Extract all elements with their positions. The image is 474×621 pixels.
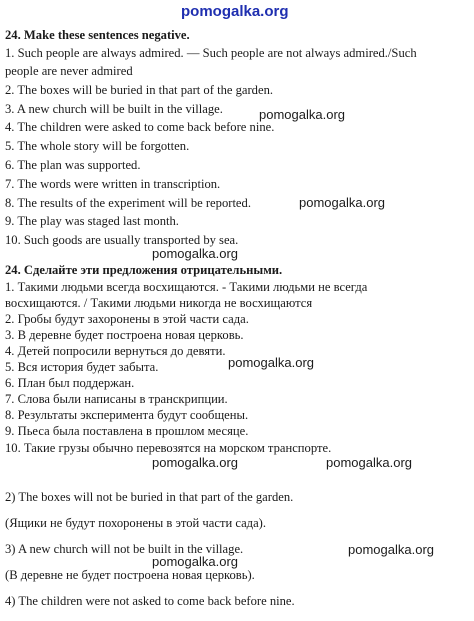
watermark-top[interactable]: pomogalka.org xyxy=(181,3,289,20)
english-item-1a: 1. Such people are always admired. — Such people are not always admired./Such xyxy=(5,46,417,60)
english-item-6: 6. The plan was supported. xyxy=(5,158,141,172)
english-item-4: 4. The children were asked to come back before nine. xyxy=(5,120,275,134)
english-item-2: 2. The boxes will be buried in that part of the garden. xyxy=(5,83,274,97)
watermark[interactable]: pomogalka.org xyxy=(152,246,238,261)
russian-item-8: 8. Результаты эксперимента будут сообщены. xyxy=(5,408,249,422)
russian-item-1a: 1. Такими людьми всегда восхищаются. - Такими людьми не всегда xyxy=(5,280,368,294)
answer-2-en: 2) The boxes will not be buried in that part of the garden. xyxy=(5,490,294,504)
russian-item-7: 7. Слова были написаны в транскрипции. xyxy=(5,392,228,406)
english-item-5: 5. The whole story will be forgotten. xyxy=(5,139,190,153)
russian-item-9: 9. Пьеса была поставлена в прошлом месяце. xyxy=(5,424,249,438)
english-item-3: 3. A new church will be built in the village. xyxy=(5,102,223,116)
russian-item-4: 4. Детей попросили вернуться до девяти. xyxy=(5,344,226,358)
answer-3-ru: (В деревне не будет построена новая церковь). xyxy=(5,568,255,582)
english-item-9: 9. The play was staged last month. xyxy=(5,214,179,228)
watermark[interactable]: pomogalka.org xyxy=(348,542,434,557)
english-item-7: 7. The words were written in transcription. xyxy=(5,177,221,191)
watermark[interactable]: pomogalka.org xyxy=(228,355,314,370)
english-item-8: 8. The results of the experiment will be reported. xyxy=(5,196,251,210)
watermark[interactable]: pomogalka.org xyxy=(152,554,238,569)
watermark[interactable]: pomogalka.org xyxy=(326,455,412,470)
english-item-1b: people are never admired xyxy=(5,64,133,78)
russian-item-2: 2. Гробы будут захоронены в этой части сада. xyxy=(5,312,249,326)
answer-4-en: 4) The children were not asked to come back before nine. xyxy=(5,594,295,608)
watermark[interactable]: pomogalka.org xyxy=(259,107,345,122)
watermark[interactable]: pomogalka.org xyxy=(299,195,385,210)
russian-item-5: 5. Вся история будет забыта. xyxy=(5,360,159,374)
english-item-10: 10. Such goods are usually transported by sea. xyxy=(5,233,239,247)
russian-item-10: 10. Такие грузы обычно перевозятся на морском транспорте. xyxy=(5,441,332,455)
russian-item-3: 3. В деревне будет построена новая церковь. xyxy=(5,328,244,342)
watermark[interactable]: pomogalka.org xyxy=(152,455,238,470)
russian-heading: 24. Сделайте эти предложения отрицательными. xyxy=(5,263,283,277)
english-heading: 24. Make these sentences negative. xyxy=(5,28,190,42)
russian-item-6: 6. План был поддержан. xyxy=(5,376,135,390)
russian-item-1b: восхищаются. / Такими людьми никогда не восхищаются xyxy=(5,296,313,310)
answer-3-en: 3) A new church will not be built in the village. xyxy=(5,542,244,556)
answer-2-ru: (Ящики не будут похоронены в этой части сада). xyxy=(5,516,267,530)
